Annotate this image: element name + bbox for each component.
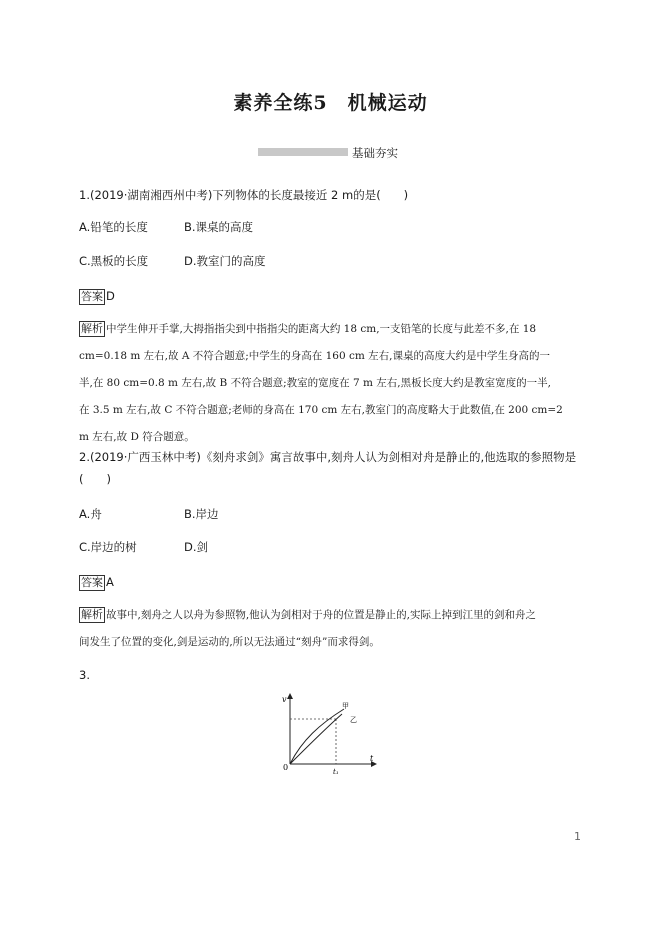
q3-vt-graph <box>280 692 380 780</box>
q2-option-b: B.岸边 <box>184 507 219 521</box>
analysis-line: cm=0.18 m 左右,故 A 不符合题意;中学生的身高在 160 cm 左右,课桌的高度大约是中学生身高的一 <box>79 350 551 362</box>
q2-stem-cont: ( ) <box>79 472 111 486</box>
q1-answer: D <box>106 289 115 303</box>
analysis-line: 解析 中学生伸开手掌,大拇指指尖到中指指尖的距离大约 18 cm,一支铅笔的长度与此差不多,在 18 <box>81 322 537 335</box>
answer-tag: 答案 <box>81 576 103 589</box>
analysis-line: 解析 故事中,刻舟之人以舟为参照物,他认为剑相对于舟的位置是静止的,实际上掉到江里的剑和舟之 <box>81 608 537 621</box>
page-title: 素养全练5 机械运动 <box>233 92 428 114</box>
q1-option-d: D.教室门的高度 <box>184 254 266 268</box>
origin-label: 0 <box>283 763 289 772</box>
q1-option-a: A.铅笔的长度 <box>79 220 148 234</box>
q2-stem: 2.(2019·广西玉林中考)《刻舟求剑》寓言故事中,刻舟人认为剑相对舟是静止的,他选取的参照物是 <box>79 450 577 464</box>
q1-option-b: B.课桌的高度 <box>184 220 254 234</box>
q2-analysis <box>79 606 585 660</box>
analysis-line: 间发生了位置的变化,剑是运动的,所以无法通过“刻舟”而求得剑。 <box>79 636 380 648</box>
q2-option-d: D.剑 <box>184 540 209 554</box>
analysis-line: 半,在 80 cm=0.8 m 左右,故 B 不符合题意;教室的宽度在 7 m 左右,黑板长度大约是教室宽度的一半, <box>79 377 551 389</box>
q1-answer-row <box>79 289 115 305</box>
q1-option-c: C.黑板的长度 <box>79 254 149 268</box>
tick-label: t₁ <box>333 768 339 776</box>
q3-number: 3. <box>79 668 90 682</box>
curve-yi-label: 乙 <box>350 716 357 724</box>
q2-answer: A <box>106 575 114 589</box>
analysis-line: 在 3.5 m 左右,故 C 不符合题意;老师的身高在 170 cm 左右,教室门的高度略大于此数值,在 200 cm=2 <box>79 404 563 416</box>
q2-option-a: A.舟 <box>79 507 102 521</box>
answer-tag: 答案 <box>81 290 103 303</box>
curve-jia-label: 甲 <box>342 702 349 710</box>
y-axis-label: v <box>282 695 287 704</box>
x-axis-label: t <box>370 754 374 763</box>
curve-yi <box>290 714 342 764</box>
analysis-tag: 解析 <box>81 608 103 621</box>
section-divider-bar <box>258 148 348 156</box>
q2-option-c: C.岸边的树 <box>79 540 137 554</box>
analysis-tag: 解析 <box>81 322 103 335</box>
analysis-line: m 左右,故 D 符合题意。 <box>79 431 195 443</box>
section-label: 基础夯实 <box>352 146 398 160</box>
page-number: 1 <box>574 830 581 843</box>
q2-answer-row <box>79 575 114 591</box>
q1-analysis <box>79 320 585 455</box>
q1-stem: 1.(2019·湖南湘西州中考)下列物体的长度最接近 2 m的是( ) <box>79 188 409 202</box>
